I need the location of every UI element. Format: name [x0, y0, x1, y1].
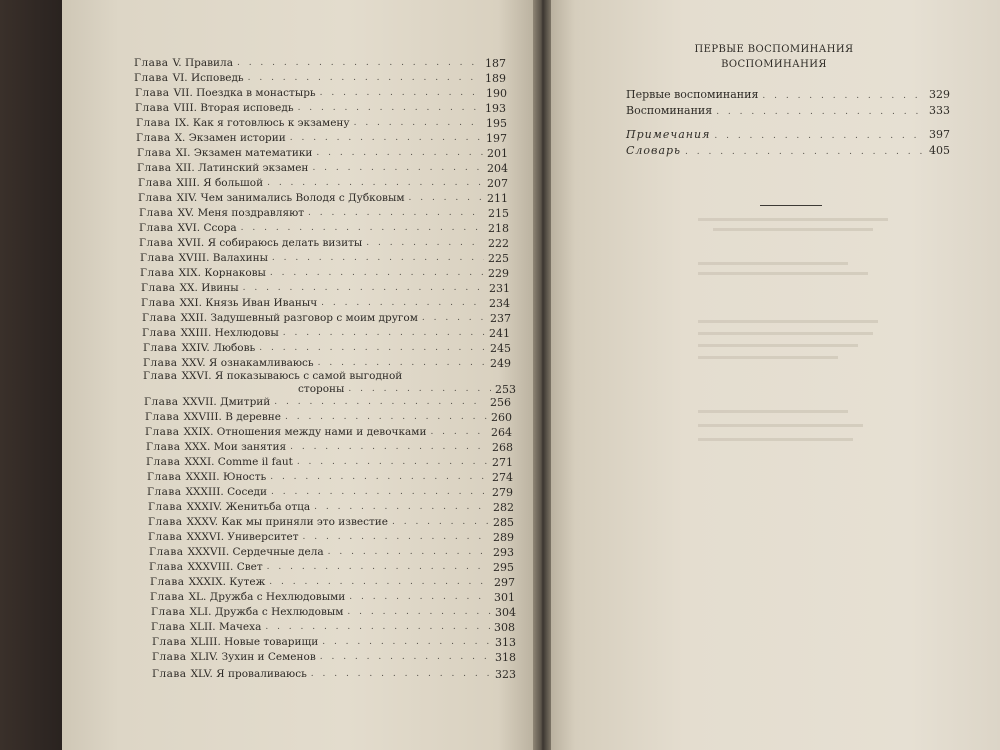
- chapter-title: XXV. Я ознакамливаюсь: [181, 357, 314, 369]
- toc-row: [150, 591, 515, 604]
- show-through: [698, 424, 863, 427]
- entry-page: 397: [929, 128, 950, 141]
- chapter-word: Глава: [151, 606, 186, 618]
- leader-dots: [241, 222, 484, 235]
- chapter-page: 295: [493, 561, 514, 574]
- chapter-page: 282: [493, 501, 514, 514]
- chapter-title: XXXIII. Соседи: [185, 486, 268, 498]
- toc-row: [152, 651, 516, 664]
- toc-row: [137, 147, 508, 160]
- leader-dots: [267, 561, 489, 574]
- chapter-word: Глава: [149, 561, 184, 573]
- chapter-page: 201: [487, 147, 508, 160]
- left-page: [62, 0, 536, 750]
- chapter-page: 237: [490, 312, 511, 325]
- toc-row: [151, 606, 516, 619]
- chapter-page: 285: [493, 516, 514, 529]
- chapter-title: XXVI. Я показываюсь с самой выгодной: [181, 370, 403, 382]
- toc-row: [151, 621, 515, 634]
- chapter-title: XII. Латинский экзамен: [175, 162, 309, 174]
- show-through: [698, 356, 838, 359]
- toc-row: [294, 383, 516, 396]
- chapter-page: 323: [495, 668, 516, 681]
- chapter-title: XIV. Чем занимались Володя с Дубковым: [176, 192, 405, 204]
- show-through: [698, 410, 848, 413]
- leader-dots: [322, 636, 491, 649]
- chapter-word: Глава: [140, 252, 175, 264]
- leader-dots: [283, 327, 485, 340]
- leader-dots: [274, 396, 486, 409]
- leader-dots: [314, 501, 489, 514]
- chapter-title: XXVII. Дмитрий: [182, 396, 271, 408]
- chapter-title: XXXVIII. Свет: [187, 561, 263, 573]
- entry-title: Словарь: [626, 144, 682, 157]
- leader-dots: [430, 426, 487, 439]
- toc-row: [135, 87, 507, 100]
- chapter-page: 197: [486, 132, 507, 145]
- show-through: [698, 438, 853, 441]
- chapter-title: IX. Как я готовлюсь к экзамену: [174, 117, 350, 129]
- toc-row: [148, 501, 514, 514]
- right-toc-entry: [626, 104, 950, 117]
- leader-dots: [290, 441, 488, 454]
- chapter-word: Глава: [143, 342, 178, 354]
- chapter-title: XXXIV. Женитьба отца: [186, 501, 311, 513]
- chapter-word: Глава: [148, 501, 183, 513]
- show-through: [698, 344, 858, 347]
- show-through: [698, 332, 873, 335]
- chapter-page: 222: [488, 237, 509, 250]
- toc-row: [142, 327, 510, 340]
- chapter-title: XXXVI. Университет: [186, 531, 299, 543]
- entry-page: 333: [929, 104, 950, 117]
- chapter-page: 313: [495, 636, 516, 649]
- leader-dots: [762, 91, 925, 101]
- chapter-word: Глава: [139, 222, 174, 234]
- chapter-word: Глава: [145, 411, 180, 423]
- leader-dots: [272, 252, 484, 265]
- toc-row: [143, 357, 511, 370]
- toc-row: [146, 441, 513, 454]
- chapter-page: 289: [493, 531, 514, 544]
- chapter-page: 218: [488, 222, 509, 235]
- chapter-word: Глава: [152, 651, 187, 663]
- chapter-page: 260: [491, 411, 512, 424]
- leader-dots: [290, 132, 482, 145]
- chapter-word: Глава: [148, 531, 183, 543]
- leader-dots: [320, 87, 482, 100]
- left-table-of-contents: [62, 0, 536, 750]
- right-toc-entry: [626, 88, 950, 101]
- leader-dots: [270, 267, 484, 280]
- chapter-page: 187: [485, 57, 506, 70]
- chapter-page: 256: [490, 396, 511, 409]
- chapter-word: Глава: [138, 177, 173, 189]
- toc-row: [143, 370, 511, 383]
- book-gutter: [533, 0, 551, 750]
- chapter-title: XXII. Задушевный разговор с моим другом: [180, 312, 418, 324]
- chapter-title: XI. Экзамен математики: [175, 147, 313, 159]
- chapter-word: Глава: [146, 456, 181, 468]
- leader-dots: [298, 102, 481, 115]
- show-through: [698, 218, 888, 221]
- chapter-word: Глава: [135, 87, 170, 99]
- divider-line: [760, 205, 822, 206]
- chapter-title: XIX. Корнаковы: [178, 267, 266, 279]
- leader-dots: [714, 131, 925, 141]
- chapter-page: 318: [495, 651, 516, 664]
- chapter-title: XXI. Князь Иван Иваныч: [179, 297, 318, 309]
- toc-row: [136, 117, 507, 130]
- toc-row: [149, 546, 514, 559]
- chapter-title: XXIV. Любовь: [181, 342, 256, 354]
- toc-row: [138, 192, 508, 205]
- leader-dots: [354, 117, 482, 130]
- toc-row: [148, 531, 514, 544]
- chapter-word: Глава: [139, 207, 174, 219]
- chapter-page: 279: [492, 486, 513, 499]
- toc-row: [139, 237, 509, 250]
- chapter-word: Глава: [148, 516, 183, 528]
- chapter-title: XVI. Ссора: [177, 222, 237, 234]
- chapter-word: Глава: [138, 192, 173, 204]
- right-toc-entry: [626, 128, 950, 141]
- chapter-word: Глава: [136, 117, 171, 129]
- show-through: [698, 320, 878, 323]
- chapter-page: 225: [488, 252, 509, 265]
- leader-dots: [316, 147, 483, 160]
- chapter-title: VI. Исповедь: [172, 72, 244, 84]
- chapter-title: X. Экзамен истории: [174, 132, 286, 144]
- chapter-title: XV. Меня поздравляют: [177, 207, 305, 219]
- leader-dots: [318, 357, 486, 370]
- leader-dots: [237, 57, 481, 70]
- leader-dots: [308, 207, 484, 220]
- chapter-word: Глава: [141, 282, 176, 294]
- toc-row: [143, 342, 511, 355]
- show-through: [713, 228, 873, 231]
- chapter-word: Глава: [151, 621, 186, 633]
- entry-page: 405: [929, 144, 950, 157]
- right-heading-line-2: ВОСПОМИНАНИЯ: [721, 59, 827, 70]
- chapter-page: 241: [489, 327, 510, 340]
- leader-dots: [265, 621, 490, 634]
- toc-row: [137, 162, 508, 175]
- chapter-word: Глава: [144, 396, 179, 408]
- chapter-page: 293: [493, 546, 514, 559]
- leader-dots: [269, 576, 490, 589]
- chapter-word: Глава: [143, 370, 178, 382]
- chapter-page: 229: [488, 267, 509, 280]
- chapter-title: XXVIII. В деревне: [183, 411, 282, 423]
- chapter-title: VIII. Вторая исповедь: [173, 102, 294, 114]
- chapter-title: XLIV. Зухин и Семенов: [190, 651, 316, 663]
- leader-dots: [243, 282, 485, 295]
- leader-dots: [321, 297, 485, 310]
- leader-dots: [422, 312, 486, 325]
- chapter-page: 231: [489, 282, 510, 295]
- chapter-word: Глава: [150, 576, 185, 588]
- toc-row: [141, 282, 510, 295]
- entry-title: Первые воспоминания: [626, 88, 759, 101]
- right-heading-line-1: ПЕРВЫЕ ВОСПОМИНАНИЯ: [694, 44, 854, 55]
- chapter-page: 189: [485, 72, 506, 85]
- chapter-page: 301: [494, 591, 515, 604]
- show-through: [698, 262, 848, 265]
- chapter-word: Глава: [147, 471, 182, 483]
- leader-dots: [349, 591, 490, 604]
- toc-row: [136, 132, 507, 145]
- leader-dots: [392, 516, 489, 529]
- entry-title: Воспоминания: [626, 104, 713, 117]
- toc-row: [147, 471, 513, 484]
- toc-row: [152, 668, 516, 681]
- right-page: [548, 0, 1000, 750]
- leader-dots: [285, 411, 487, 424]
- chapter-title: XX. Ивины: [179, 282, 239, 294]
- leader-dots: [685, 147, 925, 157]
- chapter-title: XL. Дружба с Нехлюдовыми: [188, 591, 346, 603]
- chapter-title: V. Правила: [172, 57, 233, 69]
- leader-dots: [311, 668, 491, 681]
- toc-row: [145, 411, 512, 424]
- chapter-title: XXIII. Нехлюдовы: [180, 327, 279, 339]
- leader-dots: [347, 606, 491, 619]
- chapter-word: Глава: [152, 636, 187, 648]
- chapter-word: Глава: [143, 357, 178, 369]
- toc-row: [149, 561, 514, 574]
- toc-row: [142, 312, 511, 325]
- chapter-word: Глава: [141, 297, 176, 309]
- chapter-word: Глава: [150, 591, 185, 603]
- chapter-page: 264: [491, 426, 512, 439]
- chapter-page: 249: [490, 357, 511, 370]
- leader-dots: [366, 237, 484, 250]
- chapter-word: Глава: [146, 441, 181, 453]
- leader-dots: [312, 162, 483, 175]
- chapter-title: XXXIX. Кутеж: [188, 576, 266, 588]
- toc-row: [140, 252, 509, 265]
- chapter-title: XVII. Я собираюсь делать визиты: [177, 237, 363, 249]
- toc-row: [139, 222, 509, 235]
- toc-row: [140, 267, 509, 280]
- chapter-page: 195: [486, 117, 507, 130]
- chapter-word: Глава: [137, 162, 172, 174]
- chapter-word: Глава: [145, 426, 180, 438]
- toc-row: [138, 177, 508, 190]
- chapter-page: 268: [492, 441, 513, 454]
- leader-dots: [297, 456, 488, 469]
- toc-row: [135, 102, 506, 115]
- chapter-page: 215: [488, 207, 509, 220]
- chapter-title: стороны: [298, 383, 345, 395]
- leader-dots: [259, 342, 486, 355]
- chapter-page: 211: [487, 192, 508, 205]
- entry-title: Примечания: [626, 128, 711, 141]
- toc-row: [147, 486, 513, 499]
- chapter-word: Глава: [142, 312, 177, 324]
- toc-row: [141, 297, 510, 310]
- chapter-page: 204: [487, 162, 508, 175]
- leader-dots: [320, 651, 491, 664]
- leader-dots: [267, 177, 483, 190]
- toc-row: [146, 456, 513, 469]
- chapter-word: Глава: [135, 102, 170, 114]
- chapter-page: 304: [495, 606, 516, 619]
- toc-row: [144, 396, 511, 409]
- right-toc-entry: [626, 144, 950, 157]
- chapter-title: XIII. Я большой: [176, 177, 264, 189]
- chapter-title: XLV. Я проваливаюсь: [190, 668, 307, 680]
- leader-dots: [409, 192, 484, 205]
- chapter-title: XXIX. Отношения между нами и девочками: [183, 426, 427, 438]
- chapter-page: 297: [494, 576, 515, 589]
- chapter-word: Глава: [136, 132, 171, 144]
- chapter-title: XXXVII. Сердечные дела: [187, 546, 324, 558]
- chapter-title: XXXI. Comme il faut: [184, 456, 293, 468]
- chapter-title: XLII. Мачеха: [189, 621, 262, 633]
- leader-dots: [348, 383, 491, 396]
- leader-dots: [716, 107, 925, 117]
- toc-row: [150, 576, 515, 589]
- chapter-page: 193: [485, 102, 506, 115]
- toc-row: [139, 207, 509, 220]
- leader-dots: [271, 486, 488, 499]
- chapter-word: Глава: [142, 327, 177, 339]
- chapter-page: 245: [490, 342, 511, 355]
- chapter-word: Глава: [149, 546, 184, 558]
- toc-row: [134, 57, 506, 70]
- chapter-page: 308: [494, 621, 515, 634]
- leader-dots: [328, 546, 489, 559]
- entry-page: 329: [929, 88, 950, 101]
- leader-dots: [303, 531, 489, 544]
- chapter-page: 190: [486, 87, 507, 100]
- chapter-word: Глава: [152, 668, 187, 680]
- chapter-word: Глава: [140, 267, 175, 279]
- chapter-page: 274: [492, 471, 513, 484]
- show-through: [698, 272, 868, 275]
- chapter-word: Глава: [137, 147, 172, 159]
- toc-row: [148, 516, 514, 529]
- chapter-title: XLI. Дружба с Нехлюдовым: [189, 606, 344, 618]
- chapter-title: VII. Поездка в монастырь: [173, 87, 316, 99]
- leader-dots: [270, 471, 488, 484]
- chapter-title: XLIII. Новые товарищи: [190, 636, 319, 648]
- chapter-title: XVIII. Валахины: [178, 252, 268, 264]
- chapter-title: XXXV. Как мы приняли это известие: [186, 516, 389, 528]
- chapter-title: XXXII. Юность: [185, 471, 267, 483]
- chapter-word: Глава: [134, 72, 169, 84]
- chapter-word: Глава: [147, 486, 182, 498]
- toc-row: [134, 72, 506, 85]
- chapter-word: Глава: [139, 237, 174, 249]
- chapter-page: 253: [495, 383, 516, 396]
- chapter-title: XXX. Мои занятия: [184, 441, 287, 453]
- toc-row: [152, 636, 516, 649]
- chapter-page: 271: [492, 456, 513, 469]
- chapter-page: 207: [487, 177, 508, 190]
- chapter-page: 234: [489, 297, 510, 310]
- chapter-word: Глава: [134, 57, 169, 69]
- leader-dots: [248, 72, 481, 85]
- toc-row: [145, 426, 512, 439]
